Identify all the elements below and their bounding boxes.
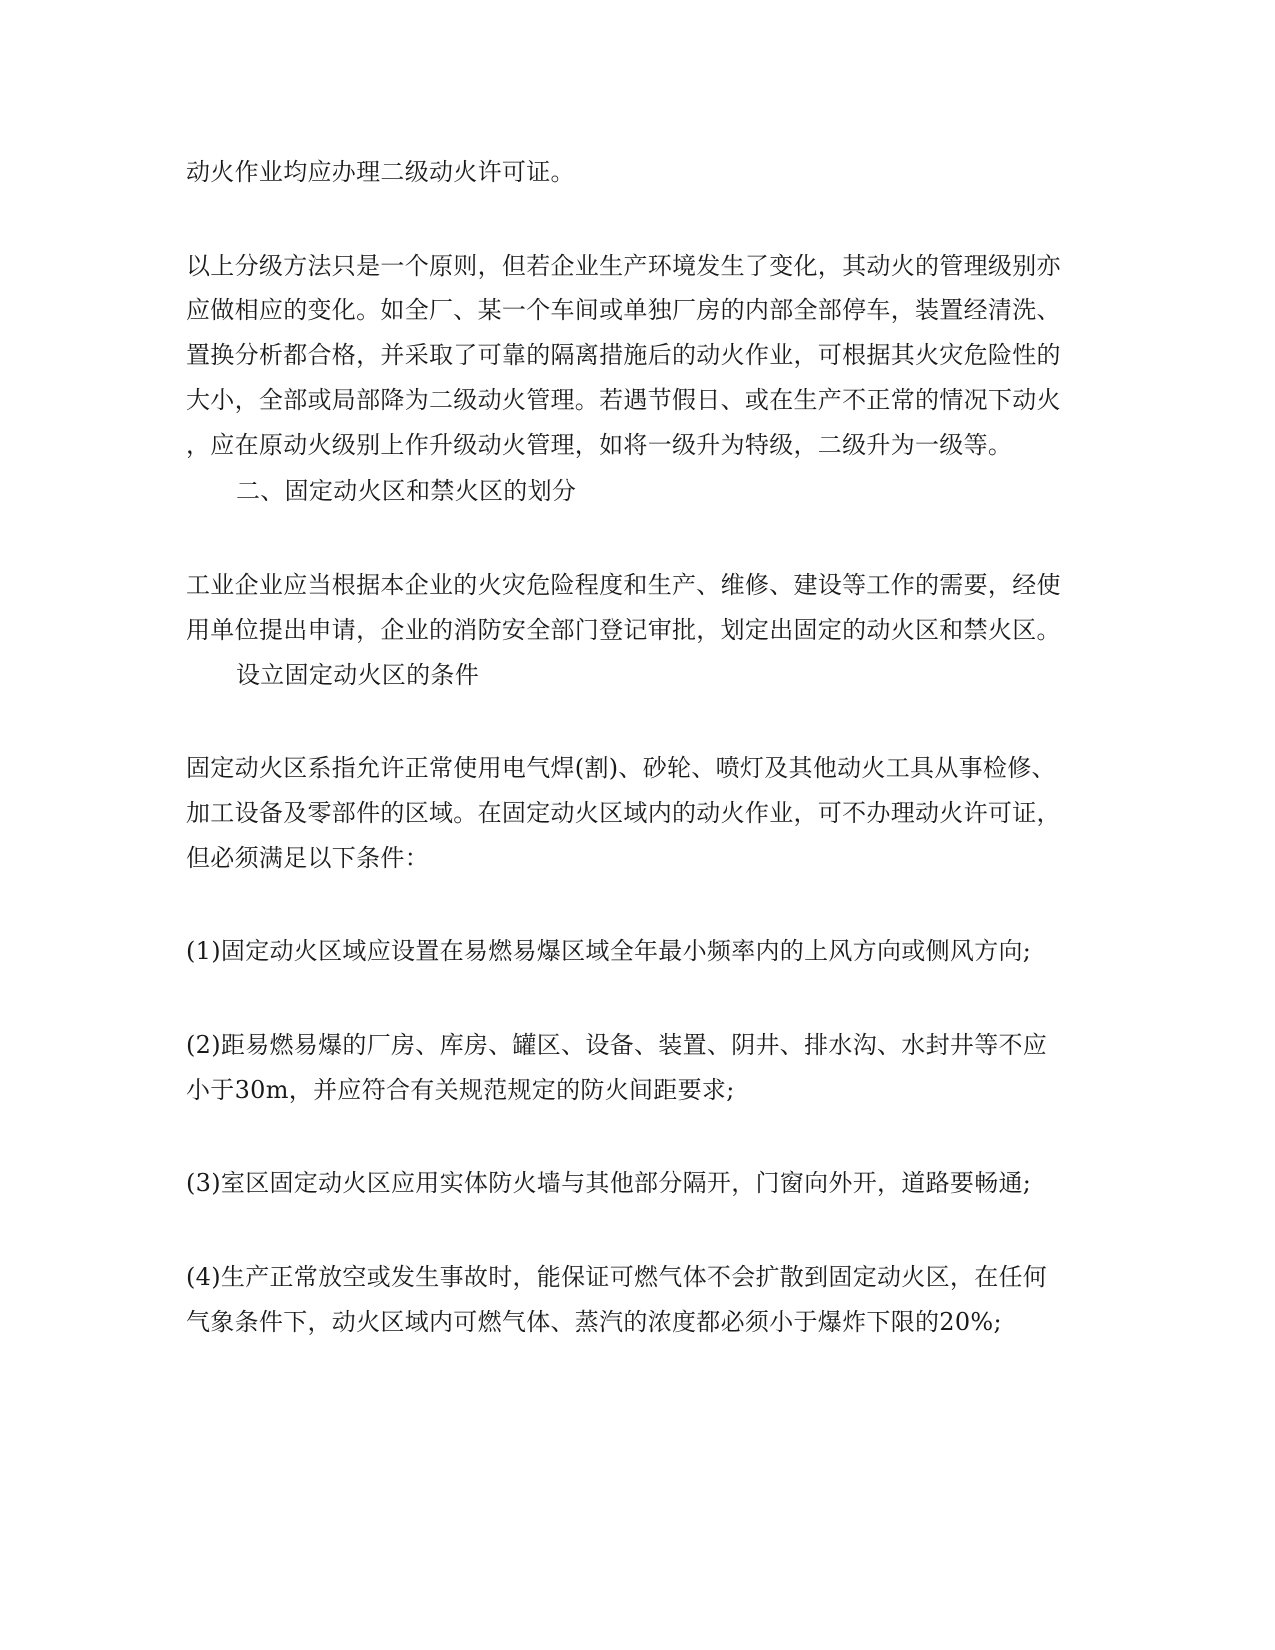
paragraph-line: 大小，全部或局部降为二级动火管理。若遇节假日、或在生产不正常的情况下动火 [186, 386, 1061, 414]
paragraph-line: ，应在原动火级别上作升级动火管理，如将一级升为特级，二级升为一级等。 [186, 431, 1013, 459]
paragraph-line: 但必须满足以下条件： [186, 844, 429, 872]
list-item-continuation: 小于30m，并应符合有关规范规定的防火间距要求; [186, 1076, 735, 1104]
paragraph-line: 加工设备及零部件的区域。在固定动火区域内的动火作业，可不办理动火许可证， [186, 799, 1061, 827]
paragraph-line: 固定动火区系指允许正常使用电气焊(割)、砂轮、喷灯及其他动火工具从事检修、 [186, 754, 1056, 782]
list-item: (3)室区固定动火区应用实体防火墙与其他部分隔开，门窗向外开，道路要畅通; [186, 1169, 1032, 1197]
paragraph-line: 工业企业应当根据本企业的火灾危险程度和生产、维修、建设等工作的需要，经使 [186, 571, 1061, 599]
paragraph-line: 用单位提出申请，企业的消防安全部门登记审批，划定出固定的动火区和禁火区。 [186, 616, 1061, 644]
paragraph-line: 置换分析都合格，并采取了可靠的隔离措施后的动火作业，可根据其火灾危险性的 [186, 341, 1061, 369]
list-item: (4)生产正常放空或发生事故时，能保证可燃气体不会扩散到固定动火区，在任何 [186, 1263, 1048, 1291]
list-item-continuation: 气象条件下，动火区域内可燃气体、蒸汽的浓度都必须小于爆炸下限的20%; [186, 1308, 1002, 1336]
list-item: (1)固定动火区域应设置在易燃易爆区域全年最小频率内的上风方向或侧风方向; [186, 937, 1032, 965]
paragraph-line: 以上分级方法只是一个原则，但若企业生产环境发生了变化，其动火的管理级别亦 [186, 252, 1061, 280]
list-item: (2)距易燃易爆的厂房、库房、罐区、设备、装置、阴井、排水沟、水封井等不应 [186, 1031, 1048, 1059]
subsection-heading: 设立固定动火区的条件 [236, 661, 479, 689]
paragraph-line: 应做相应的变化。如全厂、某一个车间或单独厂房的内部全部停车，装置经清洗、 [186, 296, 1061, 324]
section-heading: 二、固定动火区和禁火区的划分 [236, 477, 577, 505]
paragraph-line: 动火作业均应办理二级动火许可证。 [186, 158, 575, 186]
